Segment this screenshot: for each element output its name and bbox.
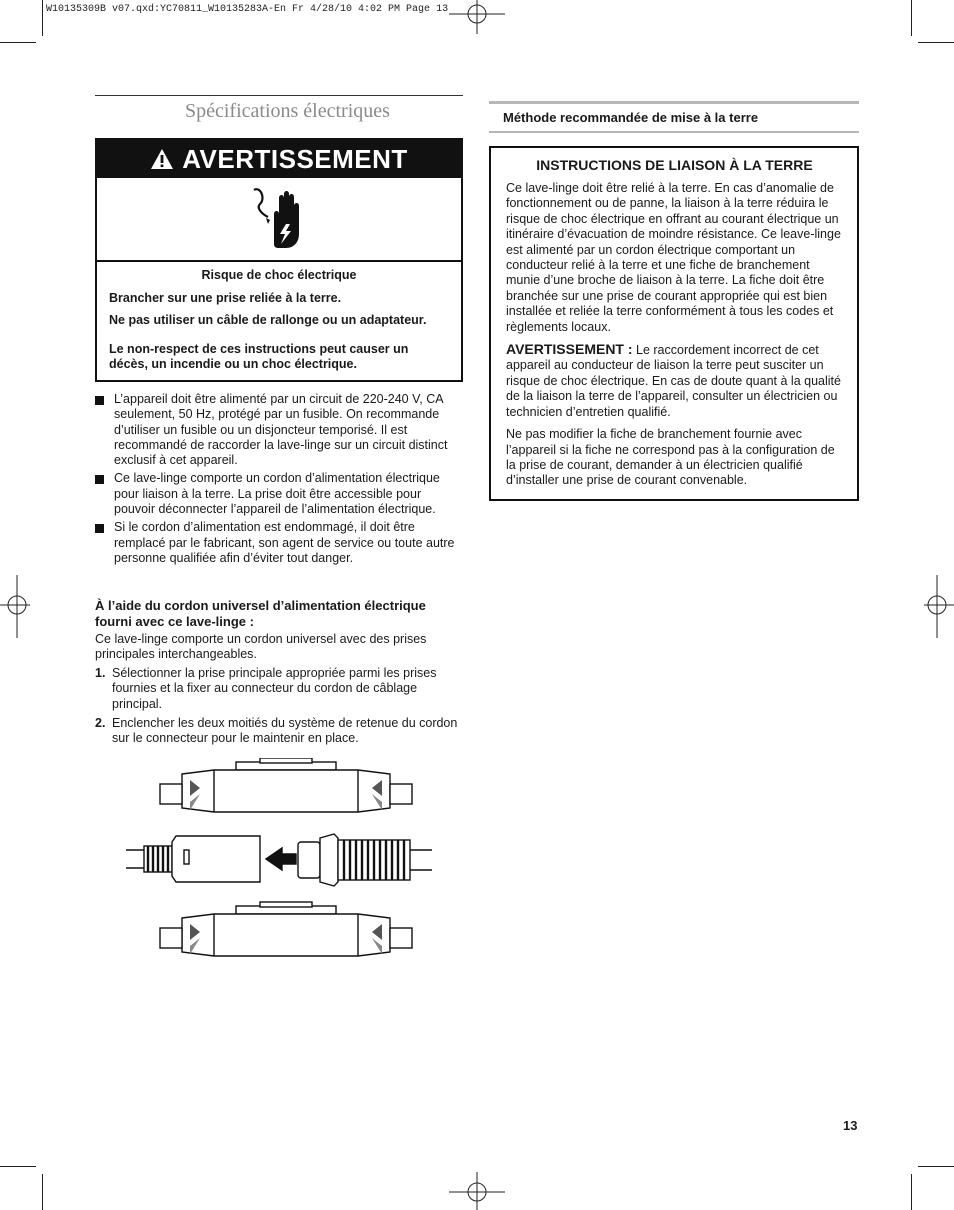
warning-pictogram xyxy=(97,178,461,262)
bullet-square-icon xyxy=(95,396,104,405)
step-item xyxy=(95,716,465,747)
instructions-paragraph: Ce lave-linge doit être relié à la terre. En cas d’anomalie de fonctionnement ou de panne, la liaison à la terre réduira le risque de choc électrique en offrant au courant électrique un itinéraire d’évacuation de moindre résistance. Ce leave-linge est alimenté par un cordon électrique comportant un conducteur relié à la terre et une fiche de branchement munie d’une broche de liaison à la terre. La fiche doit être branchée sur une prise de courant appropriée qui est bien installée et reliée la terre conformément à tous les codes et règlements locaux. xyxy=(506,181,841,334)
cord-retainer-diagram xyxy=(120,758,440,968)
universal-cord-heading: À l’aide du cordon universel d’alimentation électrique fourni avec ce lave-linge : xyxy=(95,598,426,629)
warning-line: Ne pas utiliser un câble de rallonge ou un adaptateur. xyxy=(109,313,427,327)
section-rule xyxy=(95,95,463,96)
retainer-top-half xyxy=(160,758,412,812)
warning-box xyxy=(95,138,463,382)
step-number: 1. xyxy=(95,666,106,680)
warning-triangle-icon xyxy=(150,148,174,170)
warning-heading: AVERTISSEMENT xyxy=(182,143,408,174)
warning-paragraph-text: Le raccordement incorrect de cet appareil au conducteur de liaison la terre peut susciter un risque de choc électrique. En cas de doute quant à la qualité de la liaison la terre de l’appareil, consulter un électricien ou technicien d’entretien qualifié. xyxy=(506,343,841,419)
warning-header xyxy=(97,140,461,178)
warning-label: AVERTISSEMENT : xyxy=(506,341,633,358)
warning-line: Brancher sur une prise reliée à la terre. xyxy=(109,291,342,305)
step-item xyxy=(95,666,465,712)
section-title: Spécifications électriques xyxy=(185,100,390,122)
retainer-bottom-half xyxy=(160,902,412,956)
step-number: 2. xyxy=(95,715,106,730)
bullet-square-icon xyxy=(95,524,104,533)
steps-list xyxy=(95,666,465,750)
instructions-warning-paragraph xyxy=(506,342,843,420)
electric-shock-hand-icon xyxy=(248,184,310,254)
list-item xyxy=(95,520,465,566)
warning-line: Le non-respect de ces instructions peut causer un décès, un incendie ou un choc électrique. xyxy=(109,342,409,371)
risk-title: Risque de choc électrique xyxy=(201,268,357,282)
list-item-text: Ce lave-linge comporte un cordon d’alimentation électrique pour liaison à la terre. La prise doit être accessible pour pouvoir déconnecter l’appareil de l’alimentation électrique. xyxy=(114,471,440,517)
connector-right xyxy=(298,834,432,886)
warning-text xyxy=(97,262,461,372)
grounding-heading: Méthode recommandée de mise à la terre xyxy=(503,110,759,125)
bullet-square-icon xyxy=(95,475,104,484)
list-item xyxy=(95,471,465,517)
requirements-list xyxy=(95,392,465,569)
universal-cord-intro: Ce lave-linge comporte un cordon universel avec des prises principales interchangeables. xyxy=(95,632,427,662)
list-item-text: L’appareil doit être alimenté par un circuit de 220-240 V, CA seulement, 50 Hz, protégé par un fusible. On recommande d’utiliser un fusible ou un disjoncteur temporisé. Il est recommandé de raccorder la lave-linge sur un circuit distinct exclusif à cet appareil. xyxy=(114,392,448,468)
list-item-text: Si le cordon d’alimentation est endommagé, il doit être remplacé par le fabricant, son agent de service ou toute autre personne qualifiée afin d’éviter tout danger. xyxy=(114,520,455,565)
grounding-rule xyxy=(489,131,859,133)
page-number: 13 xyxy=(843,1118,858,1133)
grounding-section-bar xyxy=(489,101,859,104)
grounding-instructions-box xyxy=(489,146,859,501)
plug-left xyxy=(126,836,260,882)
list-item xyxy=(95,392,465,468)
step-text: Sélectionner la prise principale appropriée parmi les prises fournies et la fixer au connecteur du cordon de câblage principal. xyxy=(112,666,437,711)
instructions-title: INSTRUCTIONS DE LIAISON À LA TERRE xyxy=(536,157,813,173)
instructions-paragraph: Ne pas modifier la fiche de branchement fournie avec l’appareil si la fiche ne correspond pas à la configuration de la prise de courant, demander à un électricien qualifié d’installer une prise de courant convenable. xyxy=(506,427,835,488)
step-text: Enclencher les deux moitiés du système de retenue du cordon sur le connecteur pour le maintenir en place. xyxy=(112,715,458,746)
print-slug: W10135309B v07.qxd:YC70811_W10135283A-En Fr 4/28/10 4:02 PM Page 13 xyxy=(46,4,449,15)
insert-arrow-icon xyxy=(266,848,296,870)
